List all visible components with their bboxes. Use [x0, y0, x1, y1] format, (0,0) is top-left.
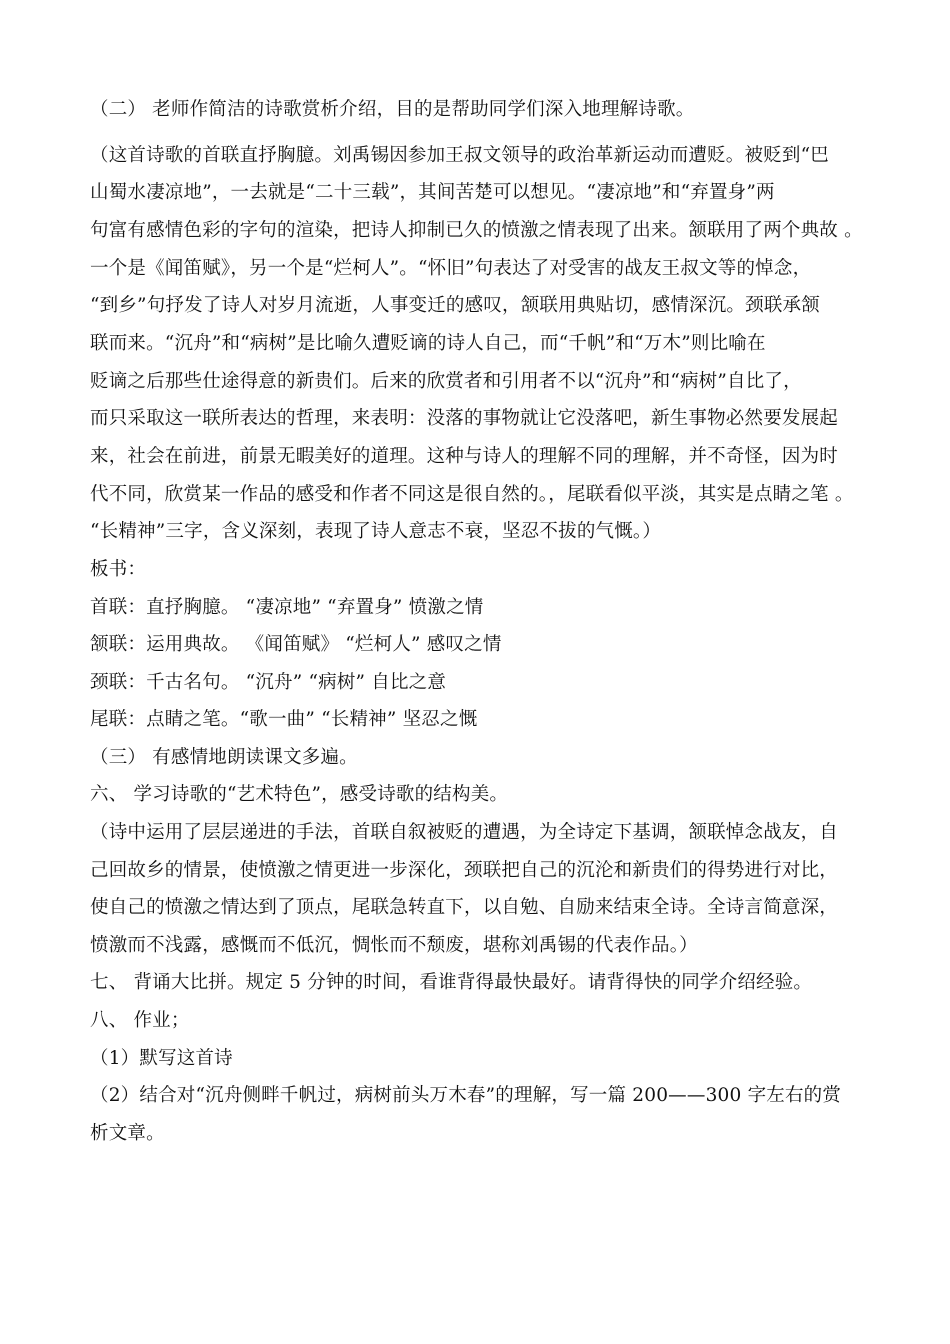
- analysis-line: （这首诗歌的首联直抒胸臆。刘禹锡因参加王叔文领导的政治革新运动而遭贬。被贬到“巴: [90, 145, 829, 166]
- section-eight-heading: 八、 作业；: [90, 1010, 190, 1031]
- section-2-heading: （二） 老师作简洁的诗歌赏析介绍，目的是帮助同学们深入地理解诗歌。: [90, 99, 695, 120]
- analysis-line: 愤激而不浅露，感慨而不低沉，惆怅而不颓废，堪称刘禹锡的代表作品。）: [90, 935, 698, 956]
- analysis-line: “到乡”句抒发了诗人对岁月流逝，人事变迁的感叹，颔联用典贴切，感情深沉。颈联承颔: [90, 295, 820, 316]
- analysis-line: 己回故乡的情景，使愤激之情更进一步深化，颈联把自己的沉沦和新贵们的得势进行对比，: [90, 860, 839, 881]
- analysis-line: 贬谪之后那些仕途得意的新贵们。后来的欣赏者和引用者不以“沉舟”和“病树”自比了，: [90, 371, 802, 392]
- analysis-line: “长精神”三字，含义深刻，表现了诗人意志不衰，坚忍不拔的气慨。）: [90, 521, 662, 542]
- board-line-shoulian: 首联：直抒胸臆。 “凄凉地” “弃置身” 愤激之情: [90, 597, 484, 618]
- board-line-hanlian: 颔联：运用典故。 《闻笛赋》 “烂柯人” 感叹之情: [90, 634, 502, 655]
- homework-item: （2）结合对“沉舟侧畔千帆过，病树前头万木春”的理解，写一篇 200——300 字左右的赏: [90, 1085, 842, 1106]
- analysis-line: 山蜀水凄凉地”，一去就是“二十三载”，其间苦楚可以想见。“凄凉地”和“弃置身”两: [90, 182, 775, 203]
- board-label: 板书：: [90, 559, 147, 580]
- section-six-heading: 六、 学习诗歌的“艺术特色”，感受诗歌的结构美。: [90, 784, 509, 805]
- analysis-line: 而只采取这一联所表达的哲理，来表明：没落的事物就让它没落吧，新生事物必然要发展起: [90, 408, 839, 429]
- analysis-line: 使自己的愤激之情达到了顶点，尾联急转直下，以自勉、自励来结束全诗。全诗言简意深，: [90, 897, 839, 918]
- section-3-heading: （三） 有感情地朗读课文多遍。: [90, 747, 358, 768]
- analysis-line: 代不同，欣赏某一作品的感受和作者不同这是很自然的。，尾联看似平淡，其实是点睛之笔 。: [90, 484, 854, 505]
- board-line-jinglian: 颈联：千古名句。 “沉舟” “病树” 自比之意: [90, 672, 447, 693]
- board-line-weilian: 尾联：点睛之笔。“歌一曲” “长精神” 坚忍之慨: [90, 709, 478, 730]
- homework-item: 析文章。: [90, 1123, 165, 1144]
- analysis-line: 一个是《闻笛赋》，另一个是“烂柯人”。“怀旧”句表达了对受害的战友王叔文等的悼念，: [90, 258, 812, 279]
- analysis-line: 句富有感情色彩的字句的渲染，把诗人抑制已久的愤激之情表现了出来。颔联用了两个典故 。: [90, 220, 863, 241]
- homework-item: （1）默写这首诗: [90, 1048, 233, 1069]
- analysis-line: （诗中运用了层层递进的手法，首联自叙被贬的遭遇，为全诗定下基调，颔联悼念战友，自: [90, 822, 839, 843]
- section-seven-heading: 七、 背诵大比拼。规定 5 分钟的时间，看谁背得最快最好。请背得快的同学介绍经验。: [90, 972, 813, 993]
- analysis-line: 来，社会在前进，前景无暇美好的道理。这种与诗人的理解不同的理解，并不奇怪，因为时: [90, 446, 839, 467]
- analysis-line: 联而来。“沉舟”和“病树”是比喻久遭贬谪的诗人自己，而“千帆”和“万木”则比喻在: [90, 333, 766, 354]
